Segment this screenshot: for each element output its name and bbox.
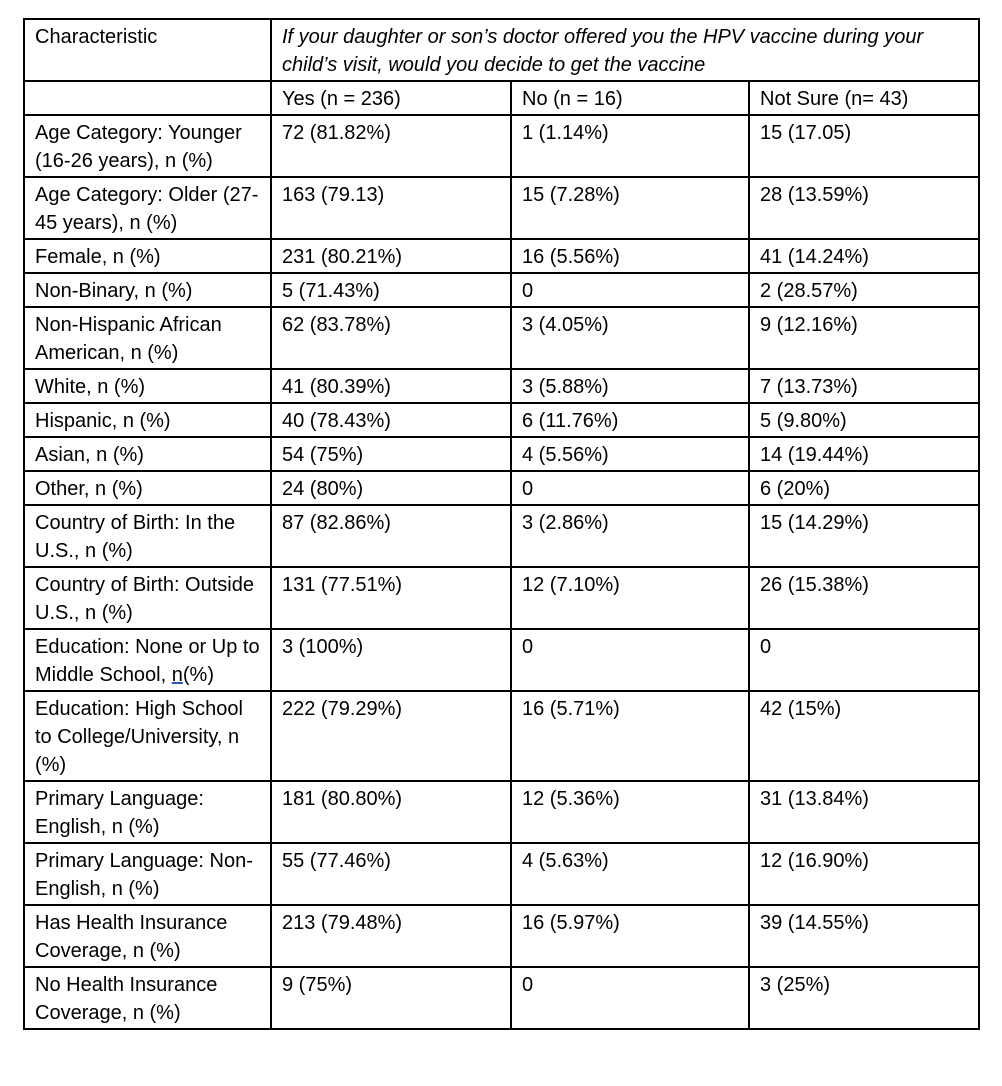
yes-cell: 55 (77.46%) — [271, 843, 511, 905]
table-row — [24, 239, 979, 273]
no-column-header: No (n = 16) — [511, 81, 749, 115]
row-label: Female, n (%) — [24, 239, 271, 273]
table-row — [24, 629, 979, 691]
no-cell: 0 — [511, 629, 749, 691]
empty-header-cell — [24, 81, 271, 115]
not-sure-cell: 39 (14.55%) — [749, 905, 979, 967]
table-row — [24, 307, 979, 369]
row-label: Hispanic, n (%) — [24, 403, 271, 437]
row-label — [24, 629, 271, 691]
table-row — [24, 843, 979, 905]
table-row — [24, 691, 979, 781]
no-cell: 12 (5.36%) — [511, 781, 749, 843]
no-cell: 0 — [511, 471, 749, 505]
no-cell: 1 (1.14%) — [511, 115, 749, 177]
no-cell: 15 (7.28%) — [511, 177, 749, 239]
row-label-n: n — [171, 664, 183, 686]
not-sure-cell: 2 (28.57%) — [749, 273, 979, 307]
row-label: Asian, n (%) — [24, 437, 271, 471]
yes-cell: 231 (80.21%) — [271, 239, 511, 273]
table-row — [24, 967, 979, 1029]
characteristic-header: Characteristic — [24, 19, 271, 81]
not-sure-cell: 5 (9.80%) — [749, 403, 979, 437]
column-header-row — [24, 81, 979, 115]
not-sure-cell: 28 (13.59%) — [749, 177, 979, 239]
yes-cell: 72 (81.82%) — [271, 115, 511, 177]
no-cell: 3 (5.88%) — [511, 369, 749, 403]
row-label: Primary Language: Non-English, n (%) — [24, 843, 271, 905]
no-cell: 0 — [511, 273, 749, 307]
not-sure-cell: 9 (12.16%) — [749, 307, 979, 369]
table-row — [24, 505, 979, 567]
row-label: White, n (%) — [24, 369, 271, 403]
not-sure-cell: 14 (19.44%) — [749, 437, 979, 471]
row-label: Age Category: Older (27-45 years), n (%) — [24, 177, 271, 239]
yes-cell: 222 (79.29%) — [271, 691, 511, 781]
row-label-tail: (%) — [182, 664, 214, 686]
row-label: Education: High School to College/University, n (%) — [24, 691, 271, 781]
no-cell: 3 (2.86%) — [511, 505, 749, 567]
table-row — [24, 905, 979, 967]
yes-cell: 163 (79.13) — [271, 177, 511, 239]
row-label: Primary Language: English, n (%) — [24, 781, 271, 843]
row-label: Non-Hispanic African American, n (%) — [24, 307, 271, 369]
yes-cell: 5 (71.43%) — [271, 273, 511, 307]
yes-cell: 3 (100%) — [271, 629, 511, 691]
table-row — [24, 403, 979, 437]
yes-cell: 40 (78.43%) — [271, 403, 511, 437]
not-sure-cell: 15 (17.05) — [749, 115, 979, 177]
yes-cell: 41 (80.39%) — [271, 369, 511, 403]
yes-cell: 24 (80%) — [271, 471, 511, 505]
not-sure-cell: 41 (14.24%) — [749, 239, 979, 273]
row-label: Age Category: Younger (16-26 years), n (%) — [24, 115, 271, 177]
yes-cell: 9 (75%) — [271, 967, 511, 1029]
row-label: No Health Insurance Coverage, n (%) — [24, 967, 271, 1029]
no-cell: 16 (5.56%) — [511, 239, 749, 273]
not-sure-cell: 12 (16.90%) — [749, 843, 979, 905]
not-sure-cell: 26 (15.38%) — [749, 567, 979, 629]
not-sure-cell: 15 (14.29%) — [749, 505, 979, 567]
row-label: Non-Binary, n (%) — [24, 273, 271, 307]
not-sure-cell: 7 (13.73%) — [749, 369, 979, 403]
yes-cell: 131 (77.51%) — [271, 567, 511, 629]
table-row — [24, 781, 979, 843]
not-sure-cell: 42 (15%) — [749, 691, 979, 781]
no-cell: 0 — [511, 967, 749, 1029]
table-row — [24, 177, 979, 239]
not-sure-cell: 3 (25%) — [749, 967, 979, 1029]
row-label: Other, n (%) — [24, 471, 271, 505]
no-cell: 4 (5.63%) — [511, 843, 749, 905]
yes-cell: 213 (79.48%) — [271, 905, 511, 967]
yes-cell: 62 (83.78%) — [271, 307, 511, 369]
row-label: Country of Birth: Outside U.S., n (%) — [24, 567, 271, 629]
not-sure-column-header: Not Sure (n= 43) — [749, 81, 979, 115]
not-sure-cell: 6 (20%) — [749, 471, 979, 505]
question-header: If your daughter or son’s doctor offered you the HPV vaccine during your child’s visit, would you decide to get the vaccine — [271, 19, 979, 81]
yes-cell: 181 (80.80%) — [271, 781, 511, 843]
yes-cell: 87 (82.86%) — [271, 505, 511, 567]
no-cell: 6 (11.76%) — [511, 403, 749, 437]
row-label-main: Education: None or Up to Middle School, — [35, 636, 260, 686]
no-cell: 4 (5.56%) — [511, 437, 749, 471]
table-row — [24, 437, 979, 471]
no-cell: 16 (5.97%) — [511, 905, 749, 967]
no-cell: 3 (4.05%) — [511, 307, 749, 369]
table-row — [24, 471, 979, 505]
table-row — [24, 567, 979, 629]
yes-column-header: Yes (n = 236) — [271, 81, 511, 115]
table-row — [24, 369, 979, 403]
hpv-vaccine-table — [23, 18, 980, 1030]
table-row — [24, 273, 979, 307]
row-label: Has Health Insurance Coverage, n (%) — [24, 905, 271, 967]
no-cell: 16 (5.71%) — [511, 691, 749, 781]
table-row — [24, 115, 979, 177]
not-sure-cell: 0 — [749, 629, 979, 691]
header-row — [24, 19, 979, 81]
row-label: Country of Birth: In the U.S., n (%) — [24, 505, 271, 567]
no-cell: 12 (7.10%) — [511, 567, 749, 629]
not-sure-cell: 31 (13.84%) — [749, 781, 979, 843]
yes-cell: 54 (75%) — [271, 437, 511, 471]
